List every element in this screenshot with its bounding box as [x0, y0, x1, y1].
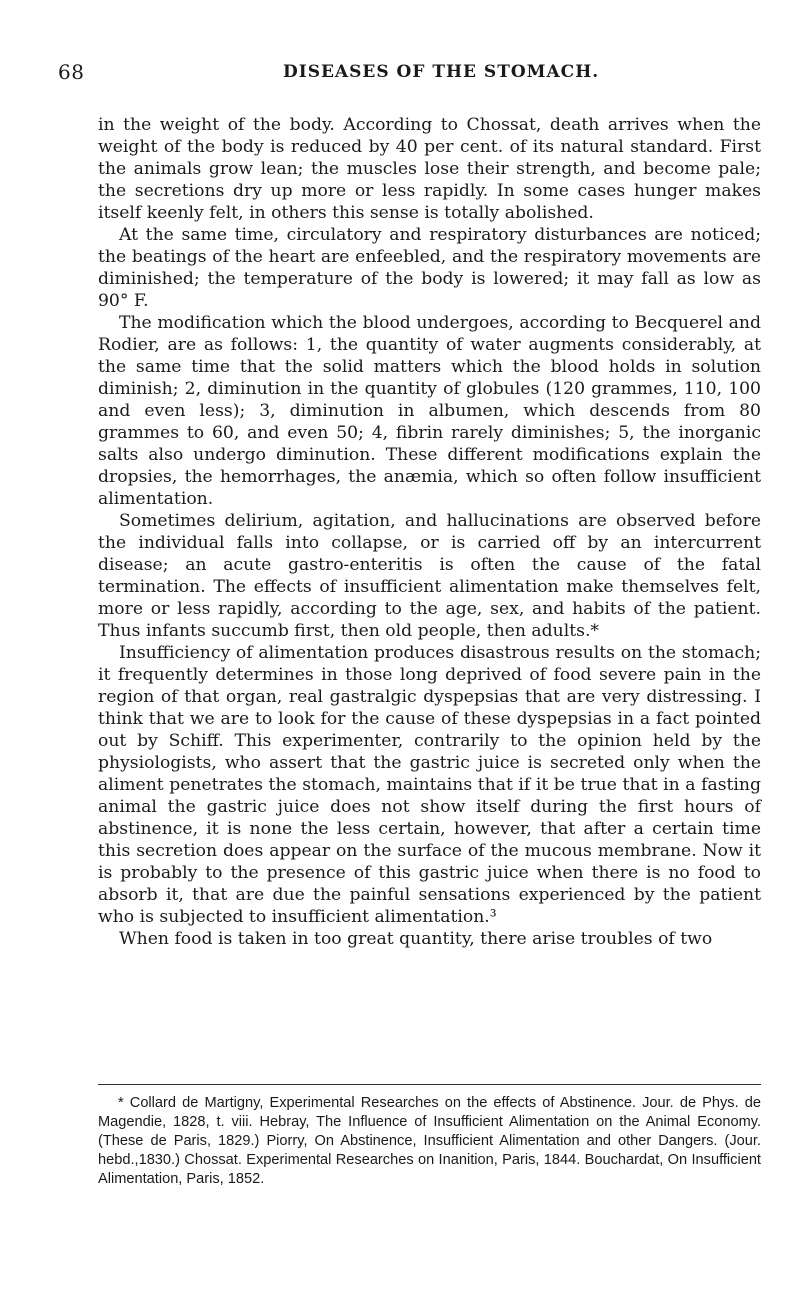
- running-title: DISEASES OF THE STOMACH.: [283, 62, 600, 82]
- footnote-divider: [98, 1084, 761, 1085]
- paragraph: When food is taken in too great quantity, there arise troubles of two: [119, 929, 713, 949]
- paragraph: Sometimes delirium, agitation, and hallucinations are observed before the individual falls into collapse, or is carried off by an intercurrent disease; an acute gastro-enteritis is often the cause of the fatal termination. The effects of insufficient alimentation make themselves felt, more or less rapidly, according to the age, sex, and habits of the patient. Thus infants succumb first, then old people, then adults.*: [98, 511, 761, 641]
- footnotes: [98, 1094, 761, 1189]
- paragraph: in the weight of the body. According to Chossat, death arrives when the weight of the body is reduced by 40 per cent. of its natural standard. First the animals grow lean; the muscles lose their strength, and become pale; the secretions dry up more or less rapidly. In some cases hunger makes itself keenly felt, in others this sense is totally abolished.: [98, 115, 761, 223]
- paragraph: At the same time, circulatory and respiratory disturbances are noticed; the beatings of the heart are enfeebled, and the respiratory movements are diminished; the temperature of the body is lowered; it may fall as low as 90° F.: [98, 225, 761, 311]
- paragraph: Insufficiency of alimentation produces disastrous results on the stomach; it frequently determines in those long deprived of food severe pain in the region of that organ, real gastralgic dyspepsias that are very distressing. I think that we are to look for the cause of these dyspepsias in a fact pointed out by Schiff. This experimenter, contrarily to the opinion held by the physiologists, who assert that the gastric juice is secreted only when the aliment penetrates the stomach, maintains that if it be true that in a fasting animal the gastric juice does not show itself during the first hours of abstinence, it is none the less certain, however, that after a certain time this secretion does appear on the surface of the mucous membrane. Now it is probably to the presence of this gastric juice when there is no food to absorb it, that are due the painful sensations experienced by the patient who is subjected to insufficient alimentation.³: [98, 643, 761, 927]
- paragraph: The modification which the blood undergoes, according to Becquerel and Rodier, are as follows: 1, the quantity of water augments considerably, at the same time that the solid matters which the blood holds in solution diminish; 2, diminution in the quantity of globules (120 grammes, 110, 100 and even less); 3, diminution in albumen, which descends from 80 grammes to 60, and even 50; 4, fibrin rarely diminishes; 5, the inorganic salts also undergo diminution. These different modifications explain the dropsies, the hemorrhages, the anæmia, which so often follow insufficient alimentation.: [98, 313, 761, 509]
- footnote: * Collard de Martigny, Experimental Researches on the effects of Abstinence. Jour. de Phys. de Magendie, 1828, t. viii. Hebray, The Influence of Insufficient Alimentation on the Animal Economy. (These de Paris, 1829.) Piorry, On Abstinence, Insufficient Alimentation and other Dangers. (Jour. hebd.,1830.) Chossat. Experimental Researches on Inanition, Paris, 1844. Bouchardat, On Insufficient Alimentation, Paris, 1852.: [98, 1095, 761, 1187]
- page-header: [0, 60, 800, 90]
- body-text: [98, 114, 761, 950]
- page-number: 68: [58, 60, 85, 84]
